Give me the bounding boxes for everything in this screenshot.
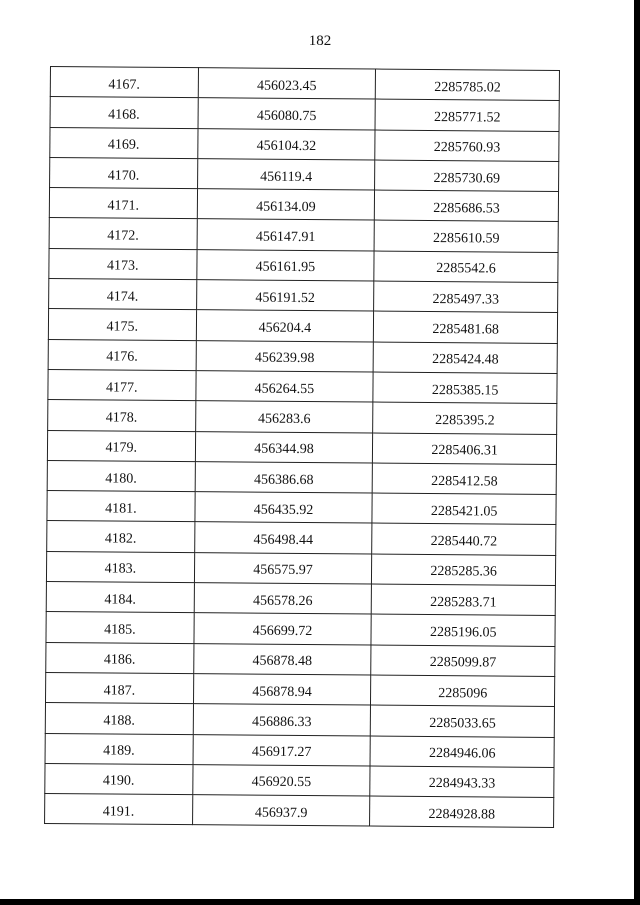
x-coordinate-cell [195, 492, 373, 524]
x-coordinate-cell [196, 249, 374, 281]
cell-text: 2284928.88 [428, 806, 496, 823]
x-coordinate-cell [197, 128, 375, 160]
cell-text: 456023.45 [257, 78, 317, 94]
coordinates-table-wrapper [44, 66, 560, 828]
x-coordinate-cell [192, 795, 370, 827]
y-coordinate-cell [372, 554, 556, 586]
y-coordinate-cell [371, 675, 555, 707]
cell-text: 4179. [105, 440, 138, 456]
y-coordinate-cell [374, 251, 558, 283]
point-number-cell [48, 400, 196, 431]
x-coordinate-cell [194, 583, 372, 615]
table-row [48, 369, 557, 403]
cell-text: 4183. [104, 561, 137, 578]
point-number-cell [50, 67, 198, 98]
coordinates-table-body [45, 67, 560, 828]
cell-text: 4181. [105, 501, 137, 517]
point-number-cell [45, 794, 193, 825]
y-coordinate-cell [372, 523, 556, 555]
x-coordinate-cell [197, 219, 375, 251]
x-coordinate-cell [198, 68, 376, 100]
point-number-cell [45, 733, 193, 764]
cell-text: 4189. [103, 743, 135, 759]
x-coordinate-cell [196, 280, 374, 312]
y-coordinate-cell [374, 281, 558, 313]
table-row [45, 703, 554, 737]
point-number-cell [49, 248, 197, 279]
y-coordinate-cell [370, 796, 554, 828]
cell-text: 456578.26 [252, 593, 313, 609]
cell-text: 456119.4 [260, 169, 313, 185]
x-coordinate-cell [194, 552, 372, 584]
cell-text: 2285196.05 [429, 624, 497, 641]
cell-text: 4186. [103, 652, 136, 668]
table-row [50, 97, 559, 131]
x-coordinate-cell [195, 462, 373, 494]
cell-text: 456435.92 [253, 502, 314, 518]
point-number-cell [45, 672, 193, 703]
table-row [46, 642, 555, 676]
y-coordinate-cell [375, 190, 559, 222]
cell-text: 2285283.71 [430, 594, 497, 611]
cell-text: 456191.52 [255, 290, 315, 306]
x-coordinate-cell [195, 401, 373, 433]
table-row [48, 400, 557, 434]
cell-text: 456920.55 [251, 775, 312, 791]
point-number-cell [48, 339, 196, 370]
coordinates-table [44, 66, 560, 828]
cell-text: 2285481.68 [432, 322, 499, 338]
cell-text: 4168. [108, 107, 140, 123]
y-coordinate-cell [373, 342, 557, 374]
cell-text: 2285497.33 [432, 291, 500, 308]
cell-text: 2285730.69 [433, 170, 501, 187]
y-coordinate-cell [374, 311, 558, 343]
cell-text: 2285096 [438, 685, 488, 702]
table-row [50, 127, 559, 161]
y-coordinate-cell [376, 69, 560, 101]
cell-text: 456104.32 [256, 138, 317, 155]
y-coordinate-cell [375, 160, 559, 192]
y-coordinate-cell [372, 493, 556, 525]
cell-text: 4191. [102, 804, 135, 820]
cell-text: 4170. [107, 167, 140, 184]
cell-text: 2285406.31 [431, 443, 498, 459]
cell-text: 456917.27 [251, 744, 312, 761]
table-row [45, 763, 554, 797]
cell-text: 456147.91 [255, 229, 316, 246]
cell-text: 4188. [103, 713, 135, 729]
table-row [49, 188, 558, 222]
cell-text: 4185. [104, 622, 136, 638]
cell-text: 456937.9 [254, 805, 308, 821]
cell-text: 2285771.52 [433, 109, 501, 126]
cell-text: 4187. [103, 683, 136, 699]
cell-text: 4175. [106, 319, 139, 335]
y-coordinate-cell [375, 130, 559, 162]
table-row [50, 67, 559, 101]
x-coordinate-cell [193, 643, 371, 675]
point-number-cell [50, 157, 198, 188]
y-coordinate-cell [371, 705, 555, 737]
point-number-cell [49, 188, 197, 219]
table-row [47, 460, 556, 494]
cell-text: 2285412.58 [431, 473, 498, 490]
cell-text: 456239.98 [254, 350, 315, 367]
table-row [49, 279, 558, 313]
x-coordinate-cell [196, 310, 374, 342]
cell-text: 2285033.65 [429, 715, 496, 732]
cell-text: 456498.44 [253, 532, 314, 549]
cell-text: 4169. [107, 137, 140, 153]
x-coordinate-cell [193, 674, 371, 706]
cell-text: 456080.75 [256, 108, 317, 125]
x-coordinate-cell [195, 431, 373, 463]
y-coordinate-cell [370, 736, 554, 768]
cell-text: 4172. [107, 228, 139, 244]
table-row [49, 218, 558, 252]
y-coordinate-cell [373, 402, 557, 434]
table-row [46, 582, 555, 616]
point-number-cell [50, 127, 198, 158]
x-coordinate-cell [198, 98, 376, 130]
cell-text: 456204.4 [258, 320, 312, 337]
cell-text: 2285542.6 [436, 261, 496, 277]
cell-text: 2285610.59 [433, 231, 500, 247]
cell-text: 2285285.36 [430, 564, 498, 580]
y-coordinate-cell [373, 433, 557, 465]
point-number-cell [47, 491, 195, 522]
cell-text: 2284943.33 [428, 776, 496, 792]
cell-text: 4182. [104, 531, 137, 547]
cell-text: 2285440.72 [430, 534, 498, 550]
point-number-cell [46, 551, 194, 582]
cell-text: 2285760.93 [433, 140, 501, 156]
table-row [47, 521, 556, 555]
cell-text: 456264.55 [254, 381, 315, 397]
table-row [50, 157, 559, 191]
cell-text: 2285421.05 [430, 503, 498, 520]
cell-text: 456878.48 [252, 653, 313, 670]
y-coordinate-cell [372, 463, 556, 495]
point-number-cell [45, 763, 193, 794]
point-number-cell [46, 582, 194, 613]
point-number-cell [47, 460, 195, 491]
cell-text: 4180. [105, 470, 137, 487]
cell-text: 456886.33 [252, 714, 312, 730]
point-number-cell [45, 703, 193, 734]
cell-text: 2285385.15 [431, 382, 499, 399]
y-coordinate-cell [371, 614, 555, 646]
x-coordinate-cell [196, 340, 374, 372]
cell-text: 456878.94 [252, 684, 312, 700]
table-row [49, 248, 558, 282]
y-coordinate-cell [374, 221, 558, 253]
table-row [48, 309, 557, 343]
x-coordinate-cell [197, 159, 375, 191]
page-number: 182 [308, 33, 332, 49]
cell-text: 456344.98 [254, 441, 314, 458]
y-coordinate-cell [370, 766, 554, 798]
cell-text: 456283.6 [257, 411, 311, 427]
cell-text: 456134.09 [256, 199, 316, 215]
cell-text: 4174. [106, 289, 139, 305]
y-coordinate-cell [371, 645, 555, 677]
point-number-cell [47, 521, 195, 552]
table-row [45, 672, 554, 706]
point-number-cell [47, 430, 195, 461]
cell-text: 456575.97 [253, 563, 313, 579]
point-number-cell [46, 612, 194, 643]
x-coordinate-cell [194, 522, 372, 554]
cell-text: 2285785.02 [434, 79, 501, 96]
cell-text: 456699.72 [252, 623, 313, 640]
cell-text: 2285099.87 [429, 655, 497, 671]
cell-text: 4171. [107, 198, 140, 214]
x-coordinate-cell [194, 613, 372, 645]
table-row [46, 551, 555, 585]
table-row [48, 339, 557, 373]
table-row [45, 794, 554, 828]
y-coordinate-cell [372, 584, 556, 616]
point-number-cell [49, 279, 197, 310]
x-coordinate-cell [192, 764, 370, 796]
cell-text: 4177. [105, 380, 138, 396]
x-coordinate-cell [193, 734, 371, 766]
cell-text: 4190. [102, 773, 135, 790]
table-row [45, 733, 554, 767]
point-number-cell [50, 97, 198, 128]
cell-text: 4167. [108, 77, 140, 93]
x-coordinate-cell [193, 704, 371, 736]
cell-text: 2285395.2 [435, 412, 495, 429]
point-number-cell [49, 218, 197, 249]
x-coordinate-cell [197, 189, 375, 221]
point-number-cell [46, 642, 194, 673]
cell-text: 4173. [106, 258, 139, 275]
cell-text: 456161.95 [255, 260, 316, 276]
table-row [46, 612, 555, 646]
cell-text: 4176. [106, 349, 138, 366]
cell-text: 2285686.53 [433, 200, 500, 217]
table-row [47, 491, 556, 525]
y-coordinate-cell [375, 99, 559, 131]
cell-text: 4178. [105, 410, 138, 426]
cell-text: 2284946.06 [428, 746, 496, 762]
cell-text: 4184. [104, 592, 136, 608]
point-number-cell [48, 309, 196, 340]
y-coordinate-cell [373, 372, 557, 404]
table-row [47, 430, 556, 464]
x-coordinate-cell [196, 371, 374, 403]
point-number-cell [48, 369, 196, 400]
cell-text: 2285424.48 [432, 352, 499, 368]
cell-text: 456386.68 [253, 472, 314, 488]
